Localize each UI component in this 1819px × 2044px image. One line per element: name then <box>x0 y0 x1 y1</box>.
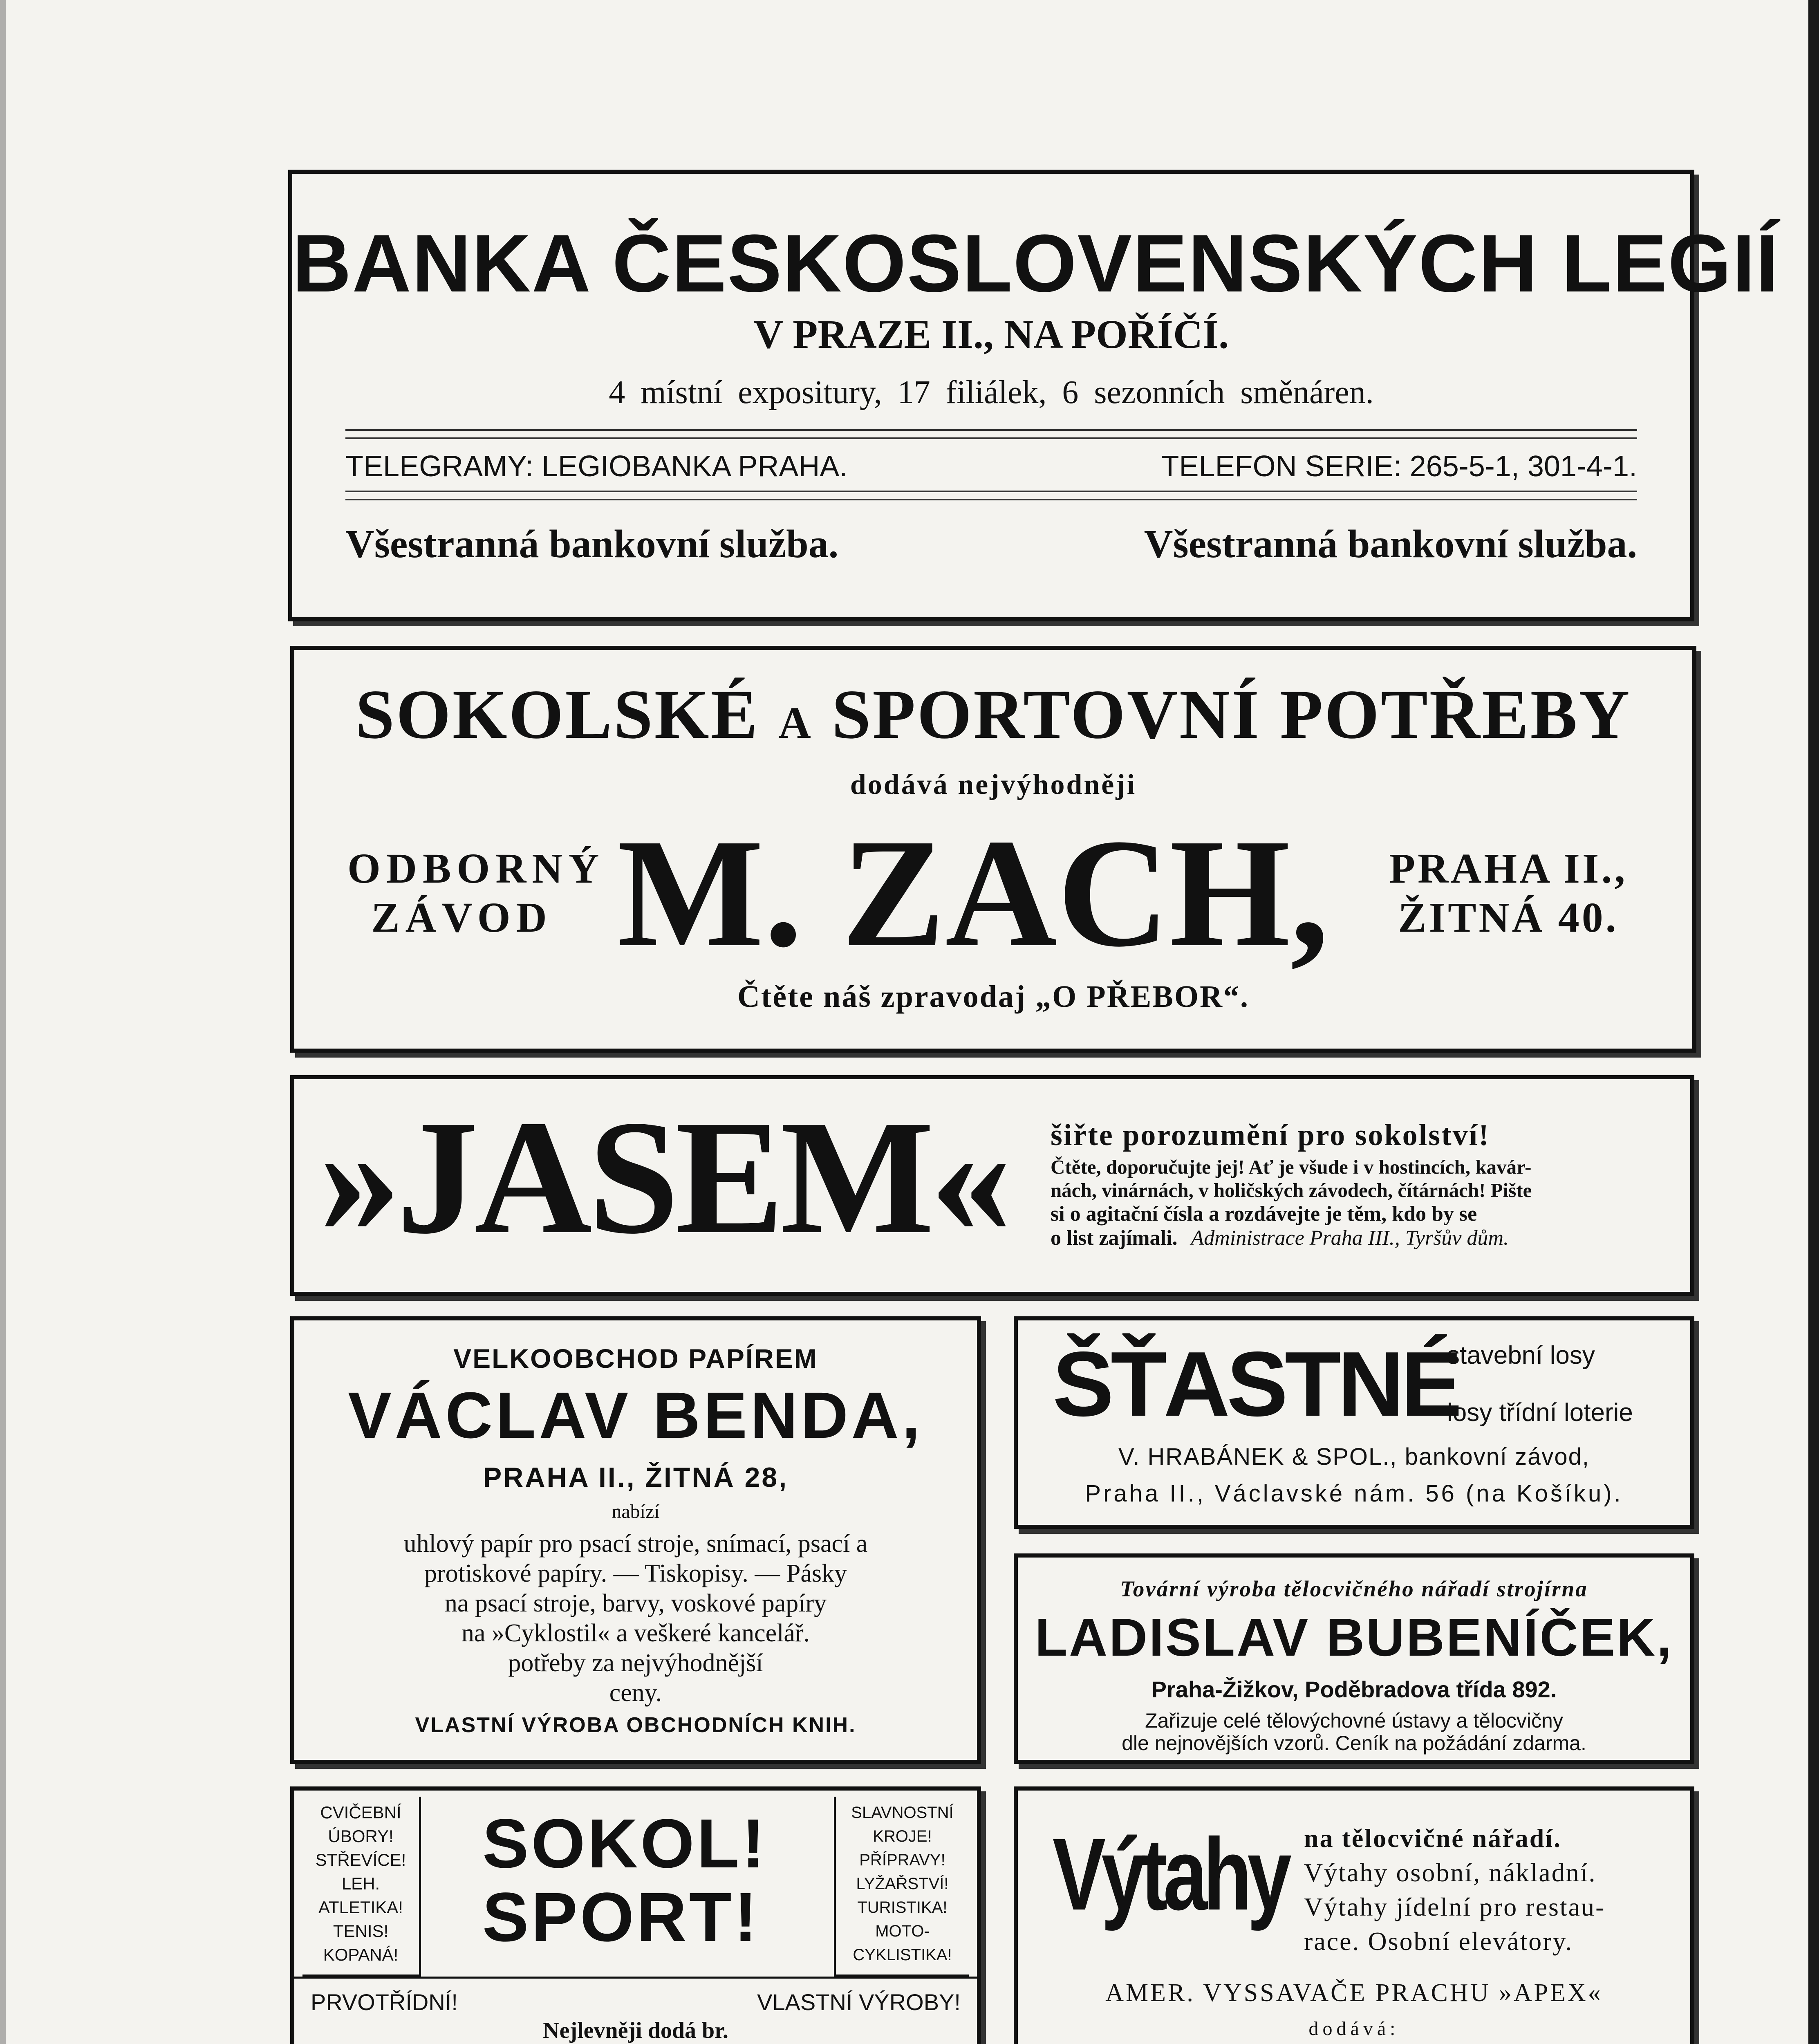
jasem-line-2: Čtěte, doporučujte jej! Ať je všude i v hostincích, kavár- <box>1051 1156 1532 1178</box>
bubenicek-text-2: dle nejnovějších vzorů. Ceník na požádání zdarma. <box>1122 1732 1586 1755</box>
barth-right-text <box>1304 1821 1605 1959</box>
prucha-left-item: KOPANÁ! <box>323 1945 399 1964</box>
barth-right-2: Výtahy osobní, nákladní. <box>1304 1858 1597 1887</box>
stastne-right-1: stavební losy <box>1447 1341 1595 1369</box>
benda-address: PRAHA II., ŽITNÁ 28, <box>483 1462 789 1493</box>
barth-ad <box>1014 1786 1694 2044</box>
zach-ad <box>290 646 1696 1053</box>
barth-right-3: Výtahy jídelní pro restau- <box>1304 1892 1606 1921</box>
benda-ad <box>290 1316 981 1764</box>
zach-odborny: ODBORNÝ <box>347 845 605 892</box>
zach-headline-part-1: SOKOLSKÉ <box>355 676 759 753</box>
prucha-logo-line-1: SOKOL! <box>482 1805 768 1883</box>
scan-right-edge <box>1808 0 1819 2044</box>
bubenicek-name: LADISLAV BUBENÍČEK, <box>1035 1607 1673 1667</box>
legiobanka-branches: 4 místní expositury, 17 filiálek, 6 sezonních směnáren. <box>609 374 1374 410</box>
zach-headline-a: A <box>778 698 813 748</box>
legiobanka-phone: TELEFON SERIE: 265-5-1, 301-4-1. <box>1161 450 1637 483</box>
bubenicek-top: Tovární výroba tělocvičného nářadí strojírna <box>1120 1576 1588 1601</box>
benda-text <box>294 1529 977 1708</box>
benda-text-5: potřeby za nejvýhodnější <box>508 1649 763 1677</box>
prucha-right-item: TURISTIKA! <box>857 1898 948 1916</box>
jasem-line-5 <box>1051 1226 1676 1250</box>
jasem-line-5a: o list zajímali. <box>1051 1226 1178 1250</box>
barth-supplies: dodává: <box>1308 2018 1400 2040</box>
benda-text-6: ceny. <box>609 1679 662 1707</box>
prucha-own-products: VLASTNÍ VÝROBY! <box>757 1989 961 2015</box>
stastne-line-1: V. HRABÁNEK & SPOL., bankovní závod, <box>1118 1443 1590 1470</box>
zach-praha: PRAHA II., <box>1389 845 1628 892</box>
prucha-right-item: PŘÍPRAVY! <box>859 1851 945 1869</box>
stastne-right-2: losy třídní loterie <box>1447 1399 1633 1427</box>
legiobanka-slogan-left: Všestranná bankovní služba. <box>345 522 839 566</box>
zach-headline-part-2: SPORTOVNÍ POTŘEBY <box>831 676 1631 753</box>
jasem-ad <box>290 1075 1694 1296</box>
prucha-left-item: ÚBORY! <box>328 1827 394 1846</box>
prucha-left-item: STŘEVÍCE! <box>315 1850 406 1869</box>
legiobanka-slogan-right: Všestranná bankovní služba. <box>1144 522 1637 566</box>
benda-text-3: na psací stroje, barvy, voskové papíry <box>444 1589 827 1617</box>
prucha-ad <box>290 1786 981 2044</box>
prucha-right-item: SLAVNOSTNÍ <box>851 1804 954 1822</box>
barth-vacuum: AMER. VYSSAVAČE PRACHU »APEX« <box>1105 1979 1603 2007</box>
bubenicek-address: Praha-Žižkov, Poděbradova třída 892. <box>1151 1676 1557 1702</box>
zach-name: M. ZACH, <box>617 807 1329 979</box>
zach-zitna: ŽITNÁ 40. <box>1398 894 1619 941</box>
prucha-right-list <box>834 1797 969 1977</box>
prucha-cheapest: Nejlevněji dodá br. <box>543 2018 728 2043</box>
scan-left-edge <box>0 0 6 2044</box>
barth-logo: Výtahy <box>1053 1817 1287 1931</box>
prucha-first-class: PRVOTŘÍDNÍ! <box>311 1989 458 2015</box>
prucha-left-list <box>302 1797 421 1977</box>
legiobanka-ad <box>288 170 1779 621</box>
stastne-ad <box>1014 1316 1694 1529</box>
benda-text-2: protiskové papíry. — Tiskopisy. — Pásky <box>424 1560 847 1587</box>
benda-offers: nabízí <box>612 1501 660 1522</box>
benda-name: VÁCLAV BENDA, <box>348 1378 923 1452</box>
benda-text-1: uhlový papír pro psací stroje, snímací, psací a <box>403 1530 868 1558</box>
zach-left-block <box>347 844 605 942</box>
jasem-text <box>1051 1118 1676 1250</box>
prucha-right-item: CYKLISTIKA! <box>853 1946 952 1964</box>
zach-headline <box>294 675 1692 755</box>
stastne-line-2: Praha II., Václavské nám. 56 (na Košíku). <box>1085 1480 1623 1507</box>
prucha-logo-line-2: SPORT! <box>482 1878 760 1956</box>
stastne-word: ŠŤASTNÉ <box>1053 1332 1459 1435</box>
prucha-left-item: CVIČEBNÍ <box>320 1803 401 1822</box>
zach-right-block <box>1373 844 1643 942</box>
barth-right-4: race. Osobní elevátory. <box>1304 1927 1573 1956</box>
benda-top: VELKOOBCHOD PAPÍREM <box>453 1343 818 1374</box>
jasem-line-1: šiřte porozumění pro sokolství! <box>1051 1118 1490 1152</box>
benda-bottom: VLASTNÍ VÝROBA OBCHODNÍCH KNIH. <box>415 1713 856 1737</box>
zach-bulletin: Čtěte náš zpravodaj „O PŘEBOR“. <box>737 979 1249 1014</box>
legiobanka-address: V PRAZE II., NA POŘÍČÍ. <box>753 312 1229 357</box>
prucha-left-item: TENIS! <box>333 1921 389 1941</box>
jasem-admin: Administrace Praha III., Tyršův dům. <box>1191 1226 1509 1250</box>
prucha-logo <box>482 1807 789 1954</box>
bubenicek-text-1: Zařizuje celé tělovýchovné ústavy a tělocvičny <box>1145 1709 1563 1732</box>
prucha-left-item: LEH. <box>341 1874 380 1893</box>
prucha-right-item: LYŽAŘSTVÍ! <box>856 1875 949 1893</box>
prucha-right-item: KROJE! <box>873 1827 932 1845</box>
jasem-line-4: si o agitační čísla a rozdávejte je těm, kdo by se <box>1051 1202 1477 1226</box>
prucha-left-item: ATLETIKA! <box>318 1898 403 1917</box>
jasem-logo: »JASEM« <box>319 1087 1008 1268</box>
jasem-line-3: nách, vinárnách, v holičských závodech, čítárnách! Pište <box>1051 1179 1532 1201</box>
legiobanka-title: BANKA ČESKOSLOVENSKÝCH LEGIÍ <box>292 218 1779 309</box>
benda-text-4: na »Cyklostil« a veškeré kancelář. <box>461 1619 810 1647</box>
legiobanka-telegrams: TELEGRAMY: LEGIOBANKA PRAHA. <box>345 450 848 483</box>
bubenicek-ad <box>1014 1553 1694 1764</box>
barth-right-1: na tělocvičné nářadí. <box>1304 1824 1562 1853</box>
zach-supplies: dodává nejvýhodněji <box>850 769 1137 800</box>
zach-zavod: ZÁVOD <box>371 894 553 941</box>
prucha-right-item: MOTO- <box>875 1922 930 1940</box>
